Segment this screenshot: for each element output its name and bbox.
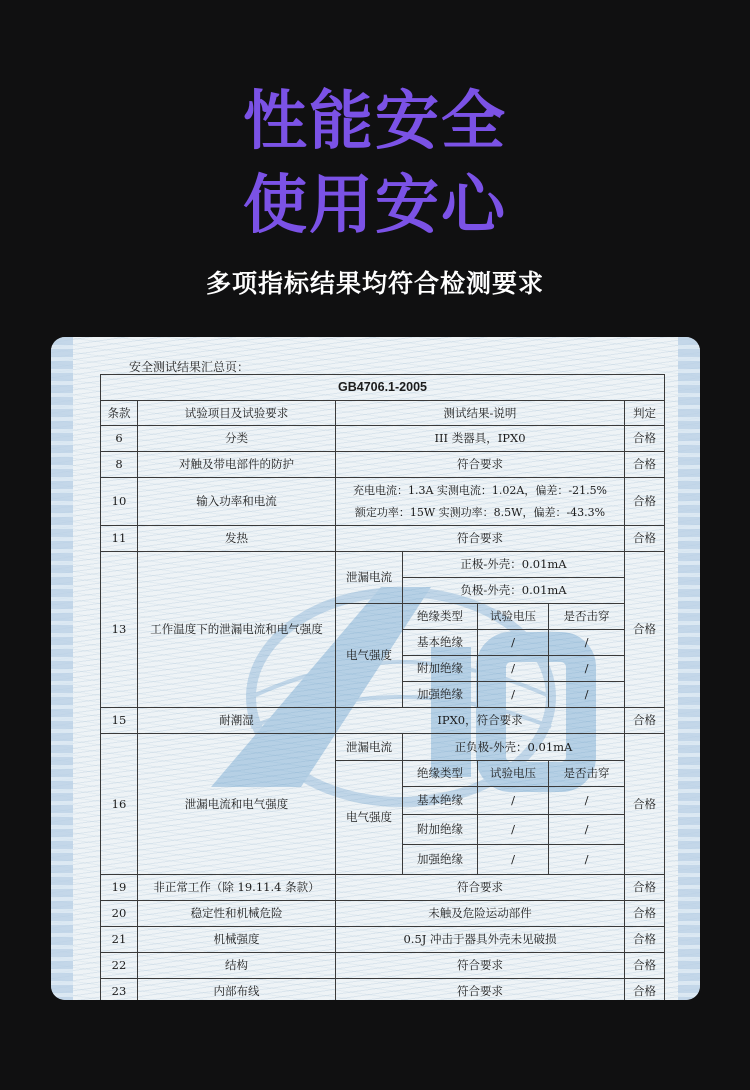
row-item: 分类 [138,426,336,452]
leakage-label: 泄漏电流 [336,552,403,604]
insulation-voltage: / [478,845,549,875]
table-row [101,979,665,1001]
table-row [101,927,665,953]
row-result: 符合要求 [336,875,625,901]
table-row [101,953,665,979]
insulation-type: 加强绝缘 [403,682,478,708]
table-row [101,708,665,734]
insulation-voltage: / [478,787,549,815]
strength-label: 电气强度 [336,604,403,708]
leakage-negative-value: 负极-外壳：0.01mA [403,578,625,604]
row-clause: 10 [101,478,138,526]
insulation-breakdown: / [549,787,625,815]
row-result: IPX0，符合要求 [336,708,625,734]
strength-label: 电气强度 [336,761,403,875]
row-result: 符合要求 [336,979,625,1001]
row-item: 输入功率和电流 [138,478,336,526]
headline-subtitle: 多项指标结果均符合检测要求 [205,269,544,298]
row-verdict: 合格 [625,953,665,979]
insulation-voltage: / [478,815,549,845]
row-verdict: 合格 [625,452,665,478]
insulation-type: 基本绝缘 [403,787,478,815]
insulation-breakdown: / [549,630,625,656]
row-clause: 22 [101,953,138,979]
row-item: 稳定性和机械危险 [138,901,336,927]
row-verdict: 合格 [625,552,665,708]
insulation-header-voltage: 试验电压 [478,604,549,630]
table-header-row [101,401,665,426]
table-row [101,526,665,552]
row-item: 发热 [138,526,336,552]
row-item: 耐潮湿 [138,708,336,734]
row-clause: 6 [101,426,138,452]
test-report-document [51,337,700,1000]
row-result: 符合要求 [336,452,625,478]
row-clause: 19 [101,875,138,901]
row-item: 结构 [138,953,336,979]
header-verdict: 判定 [625,401,665,426]
insulation-breakdown: / [549,682,625,708]
row-verdict: 合格 [625,526,665,552]
headline-line1: 性能安全 [243,85,507,159]
row-verdict: 合格 [625,708,665,734]
insulation-breakdown: / [549,845,625,875]
row-result: 0.5J 冲击于器具外壳未见破损 [336,927,625,953]
security-border-right [678,337,700,1000]
table-row [101,901,665,927]
row-clause: 13 [101,552,138,708]
row-verdict: 合格 [625,901,665,927]
header-item: 试验项目及试验要求 [138,401,336,426]
row-verdict: 合格 [625,426,665,452]
row-item: 机械强度 [138,927,336,953]
insulation-voltage: / [478,656,549,682]
insulation-header-breakdown: 是否击穿 [549,761,625,787]
insulation-breakdown: / [549,656,625,682]
insulation-type: 基本绝缘 [403,630,478,656]
row-result: 未触及危险运动部件 [336,901,625,927]
insulation-header-type: 绝缘类型 [403,761,478,787]
row-result-line1: 充电电流：1.3A 实测电流：1.02A，偏差：-21.5% [352,483,608,497]
row-item: 内部布线 [138,979,336,1001]
table-row [101,552,665,578]
leakage-label: 泄漏电流 [336,734,403,761]
row-verdict: 合格 [625,875,665,901]
header-clause: 条款 [101,401,138,426]
insulation-voltage: / [478,682,549,708]
leakage-positive-value: 正极-外壳：0.01mA [403,552,625,578]
row-result: 符合要求 [336,526,625,552]
insulation-breakdown: / [549,815,625,845]
document-title: 安全测试结果汇总页： [129,360,250,374]
row-item: 对触及带电部件的防护 [138,452,336,478]
insulation-header-voltage: 试验电压 [478,761,549,787]
row-clause: 15 [101,708,138,734]
safety-test-table [100,374,665,1000]
row-clause: 8 [101,452,138,478]
row-verdict: 合格 [625,734,665,875]
row-result: III 类器具，IPX0 [336,426,625,452]
row-verdict: 合格 [625,927,665,953]
row-item: 工作温度下的泄漏电流和电气强度 [138,552,336,708]
table-row [101,426,665,452]
table-row [101,452,665,478]
row-item: 非正常工作（除 19.11.4 条款） [138,875,336,901]
row-item: 泄漏电流和电气强度 [138,734,336,875]
insulation-voltage: / [478,630,549,656]
row-clause: 16 [101,734,138,875]
table-row [101,478,665,526]
insulation-type: 附加绝缘 [403,815,478,845]
row-verdict: 合格 [625,979,665,1001]
row-result-line2: 额定功率：15W 实测功率：8.5W，偏差：-43.3% [354,505,606,519]
row-clause: 20 [101,901,138,927]
security-border-left [51,337,73,1000]
insulation-type: 加强绝缘 [403,845,478,875]
row-clause: 23 [101,979,138,1001]
table-row [101,875,665,901]
leakage-value: 正负极-外壳：0.01mA [403,734,625,761]
header-result: 测试结果-说明 [336,401,625,426]
insulation-type: 附加绝缘 [403,656,478,682]
table-row [101,734,665,761]
insulation-header-breakdown: 是否击穿 [549,604,625,630]
row-clause: 11 [101,526,138,552]
row-result: 符合要求 [336,953,625,979]
standard-number: GB4706.1-2005 [101,375,665,401]
row-verdict: 合格 [625,478,665,526]
headline-line2: 使用安心 [243,169,507,243]
insulation-header-type: 绝缘类型 [403,604,478,630]
row-clause: 21 [101,927,138,953]
